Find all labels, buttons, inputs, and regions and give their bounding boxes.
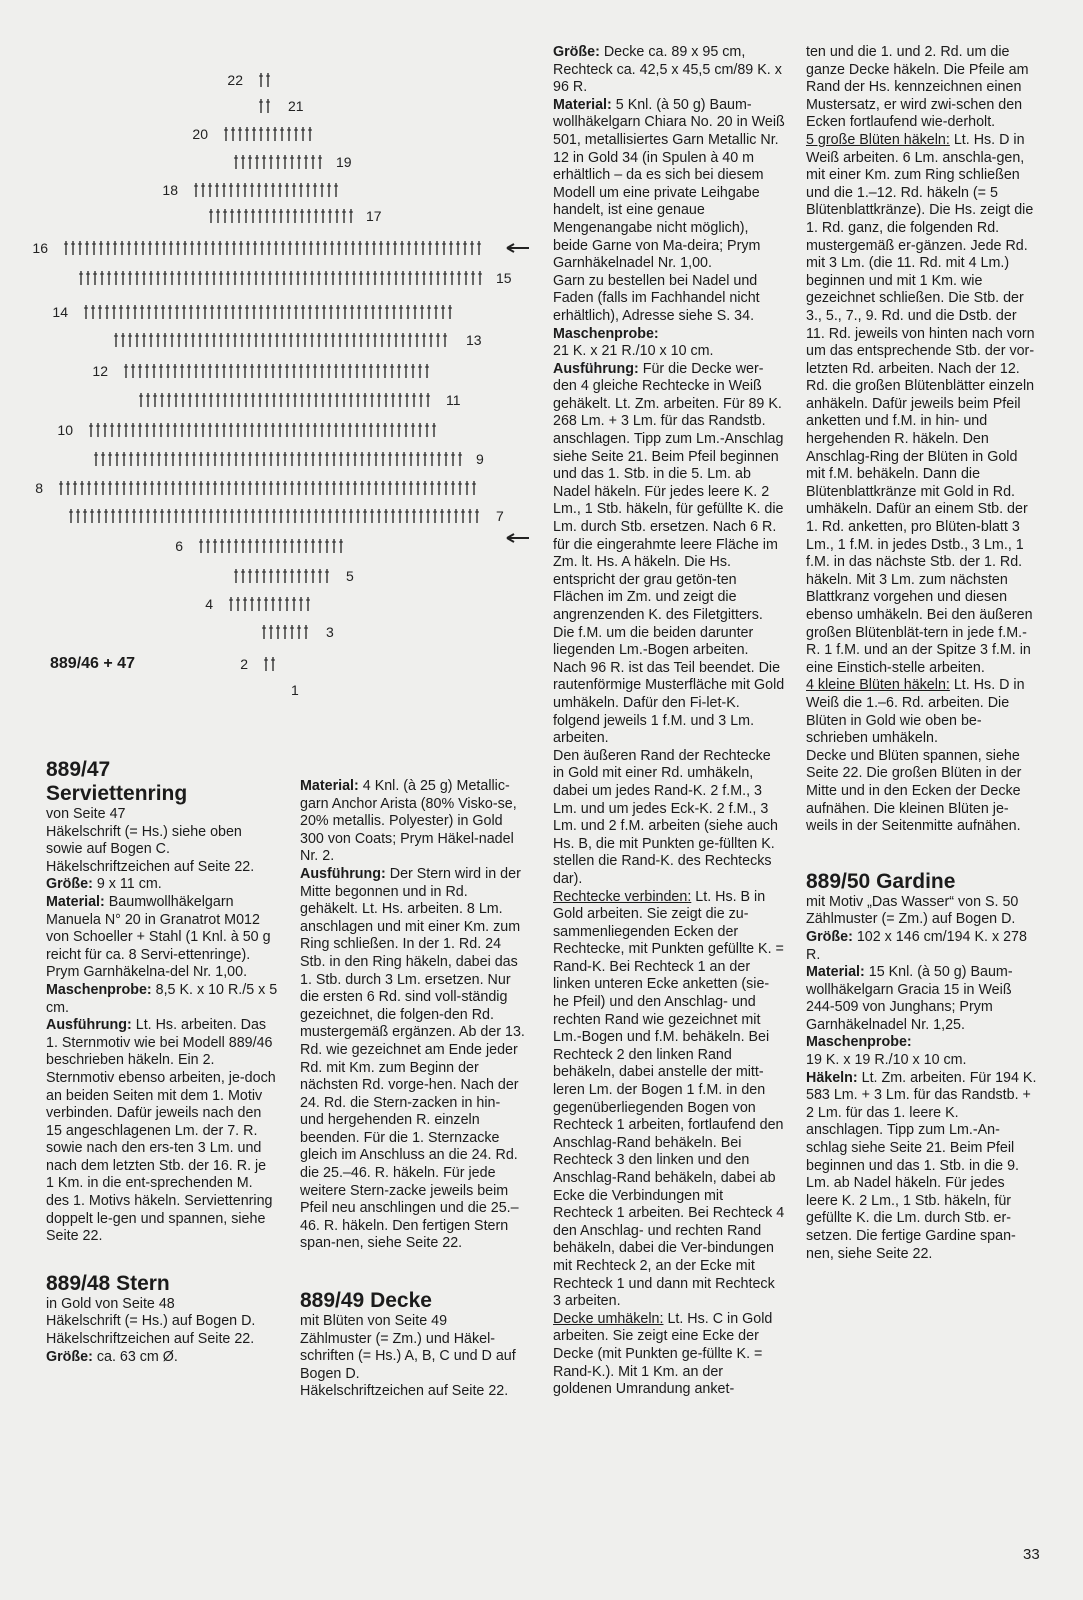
text-line: in Gold von Seite 48 (46, 1295, 175, 1312)
section-title-stern: 889/48 Stern (46, 1271, 170, 1295)
groesse-label: Größe: (806, 928, 853, 945)
text-line: Häkelschriftzeichen auf Seite 22. (300, 1383, 509, 1400)
ausfuehrung-paragraph (46, 1017, 278, 1246)
chart-rows (32, 72, 529, 698)
verbinden-text: Lt. Hs. B in Gold arbeiten. Sie zeigt die zu-sammenliegenden Ecken der Rechtecke, mit Punkten gefüllte K. = Rand-K. Bei Rechteck 1 an der linken unteren Ecke anketten (sie-he Pfeil) und den Anschlag- und rechten Rand wie gezeichnet mit Lm.-Bogen und f.M. behäkeln. Bei Rechteck 2 den linken Rand behäkeln, dabei anstelle der mitt-leren Lm. der Bogen 1 f.M. in den gegenüberliegenden Bogen von Rechteck 1 arbeiten, fortlaufend den Anschlag-Rand behäkeln. Bei Rechteck 3 den linken und den Anschlag-Rand behäkeln, dabei ab Ecke die Verbindungen mit Rechteck 1 arbeiten. Bei Rechteck 4 den Anschlag- und rechten Rand behäkeln, dabei die Ver-bindungen mit Rechteck 2, an der Ecke mit Rechteck 1 und dann mit Rechteck 3 arbeiten. (553, 888, 785, 1310)
ausfuehrung-label: Ausführung: (300, 865, 386, 882)
arrow-icon (507, 534, 529, 542)
umhaekeln-text: Lt. Hs. C in Gold arbeiten. Sie zeigt eine Ecke der Decke (mit Punkten ge-füllte K. = Rand-K.). Mit 1 Km. an der goldenen Umrandung anket- (553, 1310, 773, 1398)
arrow-icon (507, 244, 529, 252)
row-number: 5 (346, 568, 354, 584)
column-1 (46, 758, 278, 1366)
text-line: Häkelschrift (= Hs.) auf Bogen D. (46, 1313, 256, 1330)
row-number: 11 (446, 392, 461, 408)
row-number: 2 (240, 656, 248, 672)
ausfuehrung-label: Ausführung: (46, 1017, 132, 1034)
ausfuehrung-paragraph (553, 361, 785, 748)
row-number: 9 (476, 451, 484, 467)
verbinden-paragraph (553, 889, 785, 1311)
page-number: 33 (1023, 1546, 1040, 1563)
row-number: 16 (32, 240, 48, 256)
haekeln-label: Häkeln: (806, 1069, 858, 1086)
spannen-paragraph: Decke und Blüten spannen, siehe Seite 22. Die großen Blüten in der Mitte und in den Ecken der Decke aufnähen. Die kleinen Blüten je-weils in der Seitenmitte aufnähen. (806, 747, 1022, 835)
row-number: 12 (92, 363, 108, 379)
text-line: mit Motiv „Das Wasser“ von S. 50 (806, 893, 1019, 910)
row-number: 14 (52, 304, 68, 320)
groesse-label: Größe: (46, 876, 93, 893)
row-number: 6 (175, 538, 183, 554)
haekeln-paragraph (806, 1070, 1038, 1264)
haekeln-text: Lt. Zm. arbeiten. Für 194 K. 583 Lm. + 3 Lm. für das Randstb. + 2 Lm. für das 1. leere K. anschlagen. Tipp zum Lm.-An-schlag siehe Seite 21. Beim Pfeil beginnen und das 1. Stb. in die 9. Lm. ab Nadel häkeln. Für jedes leere K. 2 Lm., 1 Stb. häkeln, für gefüllte K. die Lm. durch Stb. er-setzen. Die fertige Gardine span-nen, siehe Seite 22. (806, 1069, 1037, 1262)
row-number: 19 (336, 154, 352, 170)
material-text: 15 Knl. (à 50 g) Baum-wollhäkelgarn Gracia 15 in Weiß 244-509 von Junghans; Prym Garnhäkelnadel Nr. 1,25. (806, 964, 1013, 1033)
umhaekeln-paragraph (553, 1311, 785, 1399)
groesse-paragraph (46, 876, 278, 894)
column-3 (553, 44, 785, 1399)
groesse-text: 9 x 11 cm. (92, 876, 162, 893)
maschenprobe-label: Maschenprobe: (806, 1034, 912, 1051)
text-line: Zählmuster (= Zm.) auf Bogen D. (806, 911, 1016, 928)
crochet-chart (22, 58, 542, 728)
rand-paragraph: Den äußeren Rand der Rechtecke in Gold mit einer Rd. umhäkeln, dabei um jedes Rand-K. 2 f.M., 3 Lm. und um jedes Eck-K. 2 f.M., 3 Lm. und 2 f.M. arbeiten (siehe auch Hs. B, die mit Punkten ge-füllten K. stellen die Rand-K. des Rechtecks dar). (553, 747, 778, 887)
maschenprobe-paragraph (46, 982, 278, 1017)
intro-paragraph: ten und die 1. und 2. Rd. um die ganze Decke häkeln. Die Pfeile am Rand der Hs. kennzeichnen einen Mustersatz, er wird zwi-schen den Ecken fortlaufend wie-derholt. (806, 44, 1029, 131)
groesse-label: Größe: (46, 1348, 93, 1365)
row-number: 8 (35, 480, 43, 496)
groesse-paragraph (553, 44, 785, 97)
section-title-gardine: 889/50 Gardine (806, 869, 956, 893)
ausfuehrung-label: Ausführung: (553, 360, 639, 377)
umhaekeln-label: Decke umhäkeln: (553, 1310, 664, 1327)
row-number: 1 (291, 682, 299, 698)
row-number: 17 (366, 208, 382, 224)
kleine-blueten-label: 4 kleine Blüten häkeln: (806, 677, 950, 694)
grosse-blueten-text: Lt. Hs. D in Weiß arbeiten. 6 Lm. anschla-gen, mit einer Km. zum Ring schließen und die 1.–12. Rd. häkeln (= 5 Blütenblattkränze). Die Hs. zeigt die 1. Rd. ganz, die folgenden Rd. mustergemäß er-gänzen. Jede Rd. mit 3 Lm. (die 11. Rd. mit 4 Lm.) beginnen und mit 1 Km. wie gezeichnet schließen. Die Stb. der 3., 5., 7., 9. Rd. und die Dstb. der 11. Rd. jeweils von hinten nach vorn um das entsprechende Stb. der vor-letzten Rd. arbeiten. Nach der 12. Rd. die großen Blütenblätter einzeln anhäkeln. Dafür jeweils beim Pfeil anketten und f.M. in hin- und hergehenden R. häkeln. Den Anschlag-Ring der Blüten in Gold mit f.M. behäkeln. Dann die Blütenblattkränze mit Gold in Rd. umhäkeln. Dafür an einem Stb. der 1. Rd. anketten, pro Blüten-blatt 3 Lm., 1 f.M. in jedes Dstb., 3 Lm., 1 f.M. in das nächste Stb. der 1. Rd. häkeln. Mit 3 Lm. zum nächsten Blattkranz vorgehen und diesen ebenso umhäkeln. Bei den äußeren großen Blütenblät-tern in jede f.M.-R. 1 f.M. und an der Spitze 3 f.M. in eine Einstich-stelle arbeiten. (806, 131, 1035, 676)
section-number-889-47: 889/47 (46, 758, 111, 781)
row-number: 20 (192, 126, 208, 142)
kleine-blueten-text: Lt. Hs. D in Weiß die 1.–6. Rd. arbeiten. Die Blüten in Gold wie oben be-schrieben umhäkeln. (806, 677, 1025, 747)
maschenprobe-label: Maschenprobe: (46, 981, 152, 998)
maschenprobe-text: 8,5 K. x 10 R./5 x 5 cm. (46, 981, 278, 1016)
text-line: Zählmuster (= Zm.) und Häkel-schriften (= Hs.) A, B, C und D auf Bogen D. (300, 1330, 516, 1382)
text-line: Häkelschrift (= Hs.) siehe oben (46, 823, 242, 840)
material-label: Material: (300, 778, 359, 794)
material-paragraph (806, 964, 1038, 1034)
row-number: 18 (162, 182, 178, 198)
row-number: 22 (227, 72, 243, 88)
verbinden-label: Rechtecke verbinden: (553, 888, 692, 905)
material-text: 4 Knl. (à 25 g) Metallic-garn Anchor Arista (80% Visko-se, 20% metallis. Polyester) in Gold 300 von Coats; Prym Häkel-nadel Nr. 2. (300, 778, 517, 865)
groesse-paragraph (46, 1349, 278, 1367)
material-text: 5 Knl. (à 50 g) Baum-wollhäkelgarn Chiara No. 20 in Weiß 501, metallisiertes Garn Metallic Nr. 12 in Gold 34 (in Spulen à 40 m erhältlich – da es sich bei diesem Modell um eine private Leihgabe handelt, ist eine genaue Mengenangabe nicht möglich), beide Garne von Ma-deira; Prym Garnhäkelnadel Nr. 1,00. (553, 96, 785, 272)
column-2 (300, 778, 528, 1401)
material-label: Material: (46, 893, 105, 910)
section-title-serviettenring: Serviettenring (46, 782, 188, 805)
material-text: Baumwollhäkelgarn Manuela N° 20 in Granatrot M012 von Schoeller + Stahl (1 Knl. à 50 g reicht für ca. 8 Servi-ettenringe). Prym Garnhäkelna-del Nr. 1,00. (46, 893, 271, 981)
grosse-blueten-paragraph (806, 132, 1038, 677)
groesse-text: Decke ca. 89 x 95 cm, Rechteck ca. 42,5 x 45,5 cm/89 K. x 96 R. (553, 44, 782, 96)
groesse-text: ca. 63 cm Ø. (92, 1348, 178, 1365)
text-line: sowie auf Bogen C. (46, 841, 170, 858)
ausfuehrung-text: Für die Decke wer-den 4 gleiche Rechtecke in Weiß gehäkelt. Lt. Zm. arbeiten. Für 89 K. 268 Lm. + 3 Lm. für das Randstb. anschlagen. Tipp zum Lm.-Anschlag siehe Seite 21. Beim Pfeil beginnen und das 1. Stb. in die 5. Lm. ab Nadel häkeln. Für jedes leere K. 2 Lm., 1 Stb. häkeln, für gefüllte K. die Lm. durch Stb. ersetzen. Nach 6 R. für die eingerahmte leere Fläche im Zm. lt. Hs. A häkeln. Die Hs. entspricht der grau getön-ten Flächen im Zm. und zeigt die angrenzenden K. des Filetgitters. Die f.M. um die beiden darunter liegenden Lm.-Bogen arbeiten. Nach 96 R. ist das Teil beendet. Die rautenförmige Musterfläche mit Gold umhäkeln. Dafür den Fi-let-K. folgend jeweils 1 f.M. und 3 Lm. arbeiten. (553, 360, 785, 747)
groesse-paragraph (806, 929, 1038, 964)
material-paragraph (300, 778, 528, 866)
text-line: Häkelschriftzeichen auf Seite 22. (46, 858, 255, 875)
groesse-text: 102 x 146 cm/194 K. x 278 R. (806, 928, 1027, 963)
row-number: 21 (288, 98, 304, 114)
material-label: Material: (806, 964, 865, 981)
maschenprobe-label: Maschenprobe: (553, 325, 659, 342)
row-number: 7 (496, 508, 504, 524)
material-label: Material: (553, 96, 612, 113)
section-title-decke: 889/49 Decke (300, 1289, 432, 1313)
row-number: 15 (496, 270, 512, 286)
row-number: 13 (466, 332, 482, 348)
maschenprobe-text: 19 K. x 19 R./10 x 10 cm. (806, 1052, 967, 1069)
ausfuehrung-paragraph (300, 866, 528, 1253)
garn-paragraph: Garn zu bestellen bei Nadel und Faden (falls im Fachhandel nicht erhältlich), Adresse siehe S. 34. (553, 272, 760, 324)
groesse-label: Größe: (553, 44, 600, 60)
grosse-blueten-label: 5 große Blüten häkeln: (806, 131, 950, 148)
chart-label: 889/46 + 47 (50, 655, 135, 672)
text-line: Häkelschriftzeichen auf Seite 22. (46, 1331, 255, 1348)
kleine-blueten-paragraph (806, 677, 1038, 747)
material-paragraph (553, 97, 785, 273)
ausfuehrung-text: Lt. Hs. arbeiten. Das 1. Sternmotiv wie bei Modell 889/46 beschrieben häkeln. Ein 2. Sternmotiv ebenso arbeiten, je-doch an beiden Seiten mit dem 1. Motiv verbinden. Dafür jeweils nach den 15 angeschlagenen Lm. der 7. R. sowie nach den ers-ten 3 Lm. und nach dem letzten Stb. der 16. R. je 1 Km. in die ent-sprechenden M. des 1. Motivs häkeln. Serviettenring doppelt le-gen und spannen, siehe Seite 22. (46, 1017, 276, 1245)
row-number: 3 (326, 624, 334, 640)
row-number: 4 (205, 596, 213, 612)
ausfuehrung-text: Der Stern wird in der Mitte begonnen und in Rd. gehäkelt. Lt. Hs. arbeiten. 8 Lm. anschlagen und mit einer Km. zum Ring schließen. In der 1. Rd. 24 Stb. in den Ring häkeln, dabei das 1. Stb. durch 3 Lm. ersetzen. Nur die ersten 6 Rd. sind voll-ständig gezeichnet, die folgen-den Rd. mustergemäß ergänzen. Ab der 13. Rd. wie gezeichnet am Ende jeder Rd. mit Km. zum Beginn der nächsten Rd. vorge-hen. Nach der 24. Rd. die Stern-zacken in hin- und hergehenden R. einzeln beenden. Für die 1. Sternzacke gleich im Anschluss an die 24. Rd. die 25.–46. R. häkeln. Für jede weitere Stern-zacke jeweils beim Pfeil neu anschlingen und die 25.–46. R. häkeln. Den fertigen Stern span-nen, siehe Seite 22. (300, 865, 525, 1252)
text-line: mit Blüten von Seite 49 (300, 1313, 448, 1330)
maschenprobe-text: 21 K. x 21 R./10 x 10 cm. (553, 343, 714, 360)
text-line: von Seite 47 (46, 806, 126, 822)
row-number: 10 (57, 422, 73, 438)
column-4 (806, 44, 1038, 1263)
material-paragraph (46, 894, 278, 982)
